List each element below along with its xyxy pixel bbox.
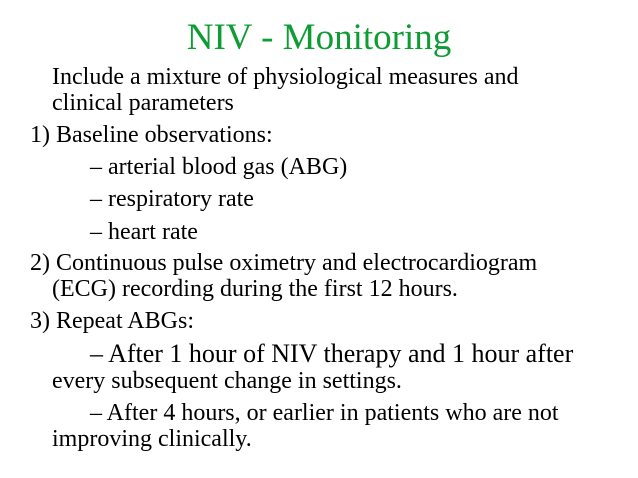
item-3-sub-1-line-2: every subsequent change in settings. (52, 368, 402, 394)
item-3-sub-1-line-1: – After 1 hour of NIV therapy and 1 hour after (90, 339, 574, 368)
intro-line-2: clinical parameters (52, 90, 234, 116)
item-1-sub-heart-rate: – heart rate (90, 219, 198, 245)
item-3-heading: 3) Repeat ABGs: (30, 308, 194, 334)
item-1-sub-abg: – arterial blood gas (ABG) (90, 154, 348, 180)
slide-title: NIV - Monitoring (186, 17, 452, 58)
item-1-sub-respiratory-rate: – respiratory rate (90, 186, 254, 212)
intro-line-1: Include a mixture of physiological measures and (52, 64, 519, 90)
item-1-heading: 1) Baseline observations: (30, 122, 273, 148)
item-2-line-1: 2) Continuous pulse oximetry and electrocardiogram (30, 250, 538, 276)
item-3-sub-2-line-2: improving clinically. (52, 426, 252, 452)
item-2-line-2: (ECG) recording during the first 12 hours. (52, 276, 458, 302)
item-3-sub-2-line-1: – After 4 hours, or earlier in patients who are not (90, 400, 559, 426)
